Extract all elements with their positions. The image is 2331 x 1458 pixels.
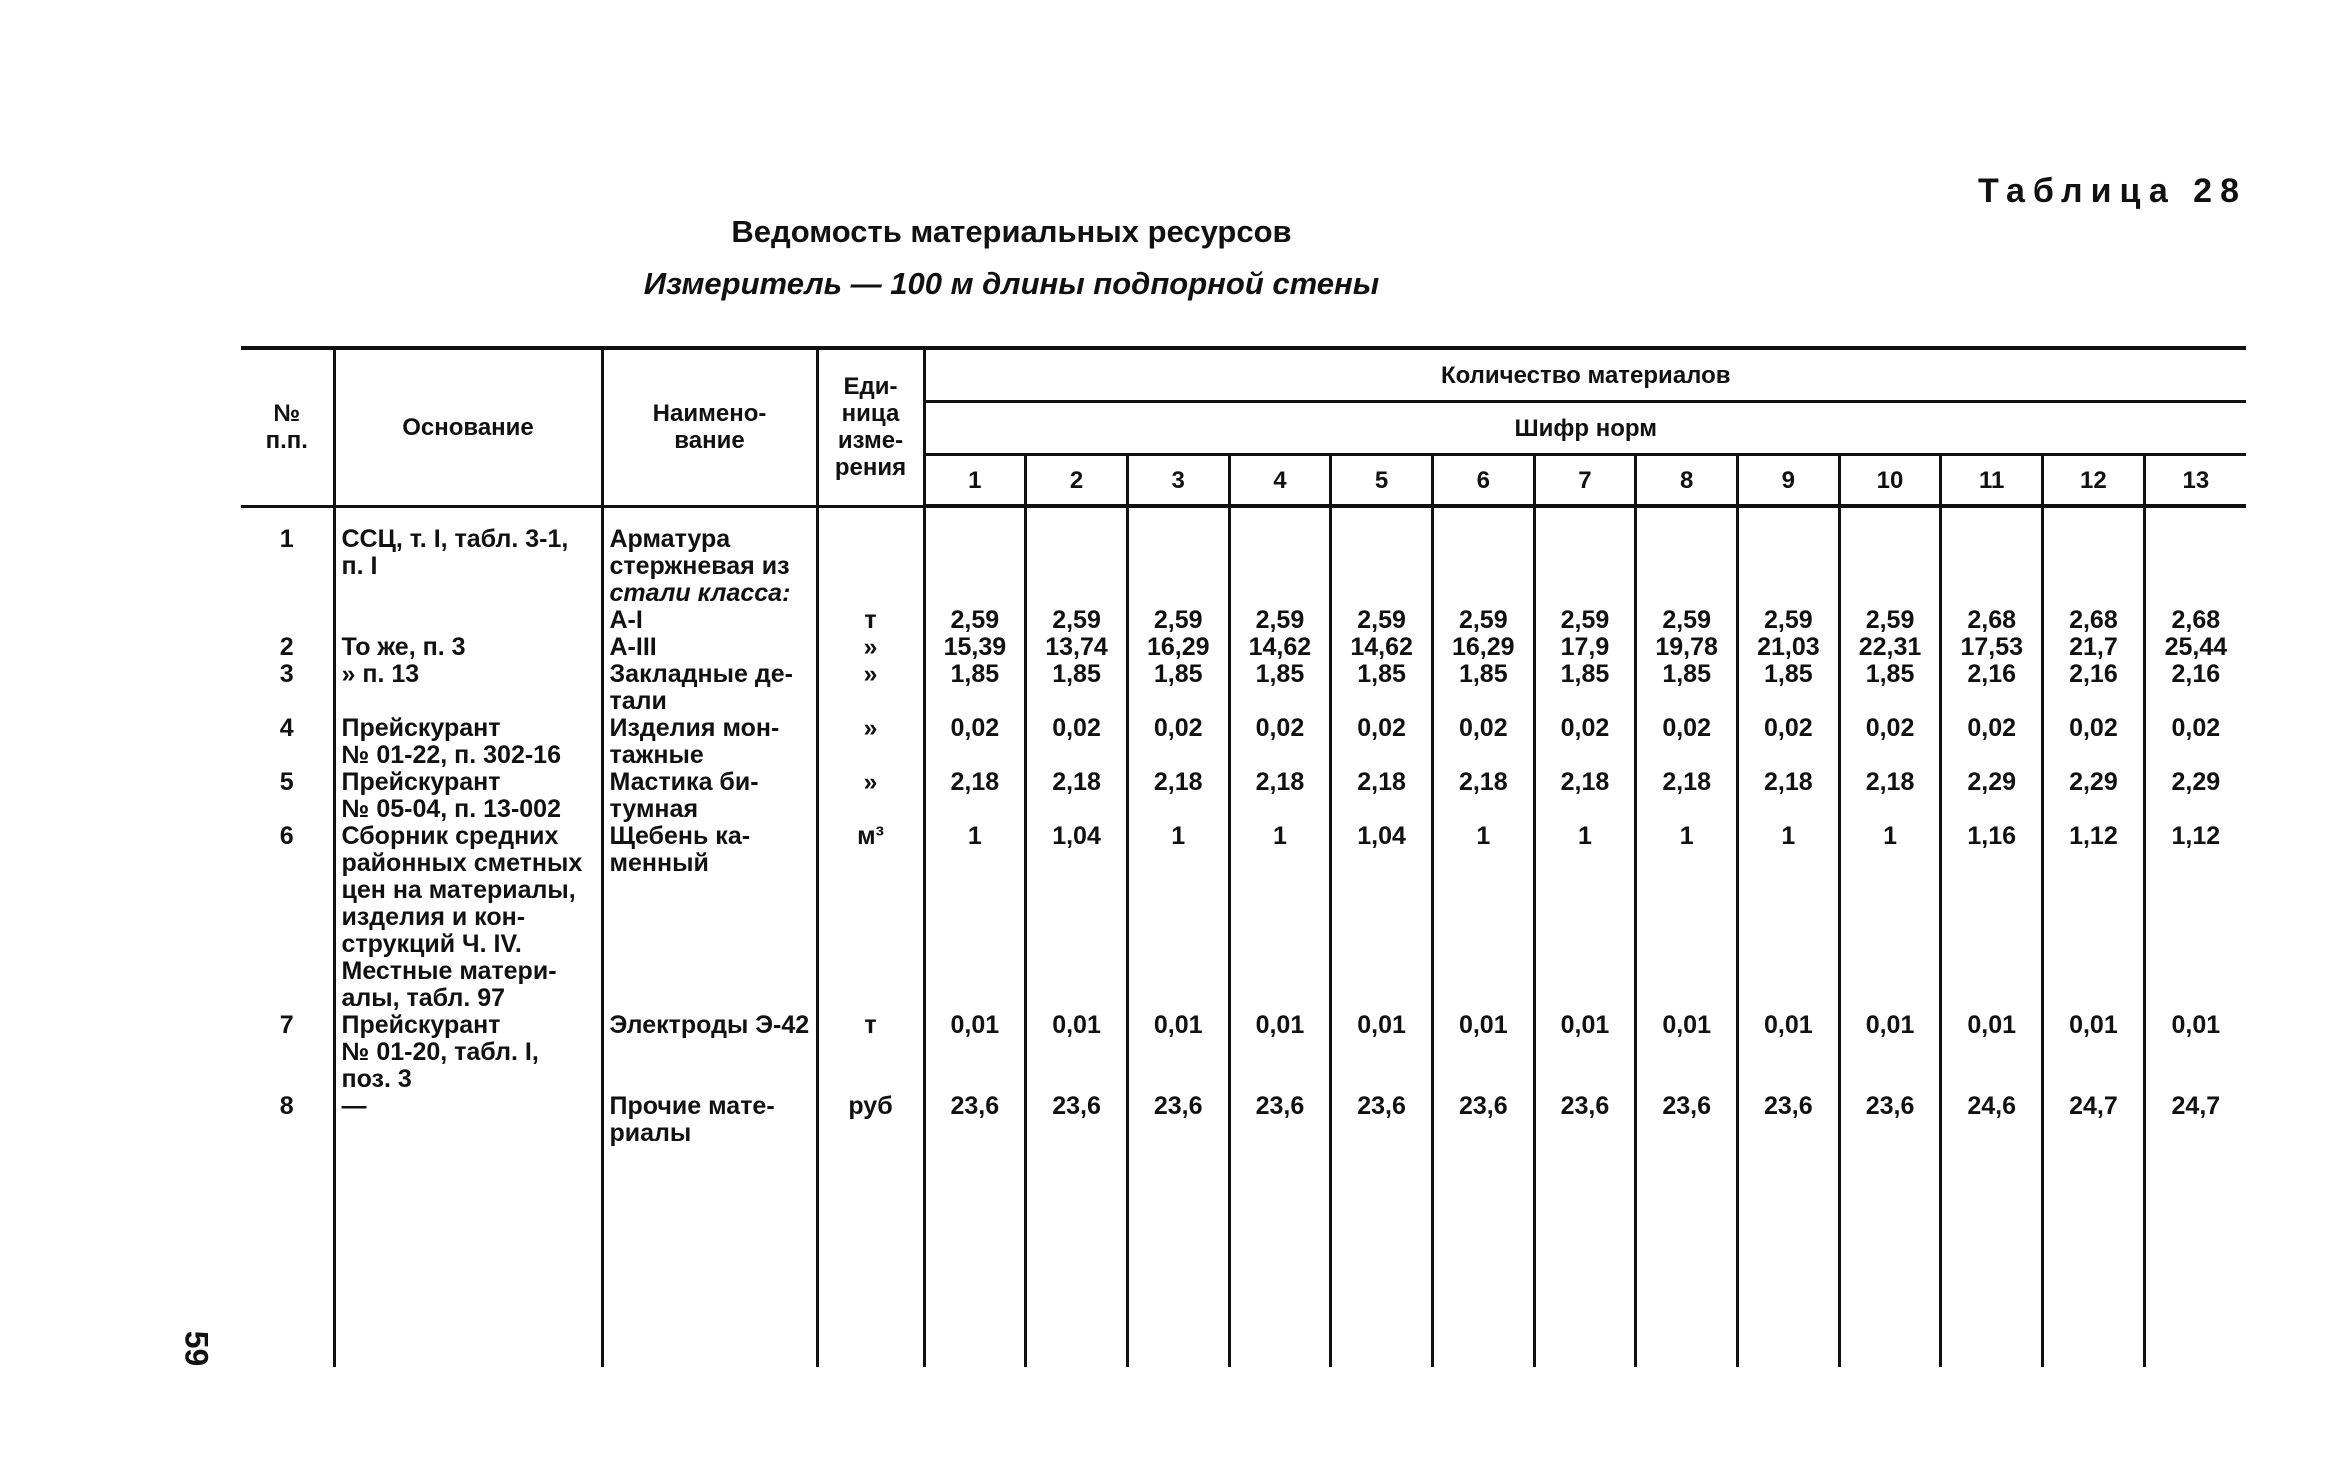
row-name-line: тали xyxy=(609,687,667,715)
row-value: 23,6 xyxy=(1534,1093,1636,1147)
row-unit: » xyxy=(817,769,924,823)
row-value: 1 xyxy=(1229,823,1331,1012)
row-value xyxy=(2043,526,2145,607)
row-number: 6 xyxy=(241,823,334,1012)
row-value xyxy=(1839,526,1941,607)
row-basis-line: » п. 13 xyxy=(341,660,420,688)
row-unit: » xyxy=(817,634,924,661)
table-row xyxy=(241,715,2246,769)
row-value: 2,18 xyxy=(1636,769,1738,823)
header-unit-line: ница xyxy=(841,400,900,428)
row-value: 2,68 xyxy=(2043,607,2145,634)
empty-cell xyxy=(817,506,924,526)
row-name-line: стали класса: xyxy=(609,579,791,607)
row-value: 23,6 xyxy=(1331,1093,1433,1147)
row-value: 2,29 xyxy=(2144,769,2246,823)
row-value: 2,18 xyxy=(1331,769,1433,823)
row-value: 1,85 xyxy=(1331,661,1433,715)
row-name-line: менный xyxy=(609,849,709,877)
row-value: 2,29 xyxy=(2043,769,2145,823)
row-name-line: Мастика би- xyxy=(609,768,759,796)
materials-table xyxy=(241,346,2246,1367)
row-value: 0,01 xyxy=(2144,1012,2246,1093)
row-value: 24,7 xyxy=(2043,1093,2145,1147)
row-value: 0,01 xyxy=(1127,1012,1229,1093)
row-value: 0,01 xyxy=(1839,1012,1941,1093)
row-value: 23,6 xyxy=(1636,1093,1738,1147)
row-value xyxy=(2144,526,2246,607)
row-name xyxy=(602,769,817,823)
row-name xyxy=(602,715,817,769)
table-row xyxy=(241,526,2246,607)
row-value: 24,7 xyxy=(2144,1093,2246,1147)
row-value: 2,59 xyxy=(924,607,1026,634)
row-value: 1,85 xyxy=(1534,661,1636,715)
row-value: 19,78 xyxy=(1636,634,1738,661)
row-value: 0,01 xyxy=(1229,1012,1331,1093)
row-unit: т xyxy=(817,607,924,634)
row-basis-line: Прейскурант xyxy=(341,714,501,742)
row-value xyxy=(1026,526,1128,607)
header-column-number: 3 xyxy=(1127,455,1229,507)
header-num xyxy=(241,348,334,506)
row-name-line: тумная xyxy=(609,795,699,823)
row-value: 2,68 xyxy=(1941,607,2043,634)
row-basis-line: струкций Ч. IV. xyxy=(341,930,522,958)
header-column-number: 1 xyxy=(924,455,1026,507)
row-value: 21,7 xyxy=(2043,634,2145,661)
row-value: 22,31 xyxy=(1839,634,1941,661)
row-value: 0,01 xyxy=(1738,1012,1840,1093)
empty-cell xyxy=(2043,1147,2145,1367)
row-value: 1,85 xyxy=(1432,661,1534,715)
row-value: 0,02 xyxy=(1738,715,1840,769)
empty-cell xyxy=(1534,506,1636,526)
empty-cell xyxy=(1534,1147,1636,1367)
row-name xyxy=(602,661,817,715)
row-value: 2,18 xyxy=(1534,769,1636,823)
row-value: 0,01 xyxy=(1941,1012,2043,1093)
row-name-line: Арматура xyxy=(609,525,731,553)
row-value: 23,6 xyxy=(1026,1093,1128,1147)
row-basis xyxy=(334,769,602,823)
row-value: 2,59 xyxy=(1534,607,1636,634)
row-unit: т xyxy=(817,1012,924,1093)
header-column-number: 12 xyxy=(2043,455,2145,507)
row-number: 5 xyxy=(241,769,334,823)
row-value: 1 xyxy=(1839,823,1941,1012)
row-value: 2,16 xyxy=(2144,661,2246,715)
empty-cell xyxy=(1941,506,2043,526)
empty-cell xyxy=(1432,1147,1534,1367)
row-basis-line: цен на материалы, xyxy=(341,876,576,904)
row-value: 1,16 xyxy=(1941,823,2043,1012)
empty-cell xyxy=(602,506,817,526)
empty-cell xyxy=(1941,1147,2043,1367)
row-value: 23,6 xyxy=(1127,1093,1229,1147)
row-basis xyxy=(334,634,602,661)
header-num-line: № xyxy=(273,400,301,428)
empty-cell xyxy=(1432,506,1534,526)
row-unit: » xyxy=(817,715,924,769)
row-value: 0,02 xyxy=(1839,715,1941,769)
row-value: 2,59 xyxy=(1026,607,1128,634)
row-value: 1 xyxy=(1738,823,1840,1012)
row-value: 2,59 xyxy=(1127,607,1229,634)
row-value: 1 xyxy=(1432,823,1534,1012)
row-value: 13,74 xyxy=(1026,634,1128,661)
row-name-line: тажные xyxy=(609,741,704,769)
row-name xyxy=(602,634,817,661)
header-column-number: 11 xyxy=(1941,455,2043,507)
row-unit: » xyxy=(817,661,924,715)
header-column-number: 5 xyxy=(1331,455,1433,507)
row-value: 1 xyxy=(1636,823,1738,1012)
row-value xyxy=(1127,526,1229,607)
row-value: 2,18 xyxy=(1229,769,1331,823)
row-number xyxy=(241,607,334,634)
empty-cell xyxy=(1738,506,1840,526)
empty-cell xyxy=(1636,506,1738,526)
row-value: 0,02 xyxy=(2043,715,2145,769)
header-unit-line: рения xyxy=(834,454,907,482)
table-row xyxy=(241,769,2246,823)
header-norm-code: Шифр норм xyxy=(924,402,2246,455)
row-value: 23,6 xyxy=(1839,1093,1941,1147)
row-name-line: А-I xyxy=(609,606,643,634)
empty-cell xyxy=(1839,506,1941,526)
header-quantity: Количество материалов xyxy=(924,348,2246,402)
row-basis-line: № 01-20, табл. I, xyxy=(341,1038,539,1066)
row-value: 1,04 xyxy=(1026,823,1128,1012)
empty-cell xyxy=(334,506,602,526)
row-basis-line: алы, табл. 97 xyxy=(341,984,506,1012)
row-basis-line: То же, п. 3 xyxy=(341,633,466,661)
empty-cell xyxy=(1331,506,1433,526)
row-name-line: Электроды Э-42 xyxy=(609,1011,810,1039)
row-value: 16,29 xyxy=(1432,634,1534,661)
row-value: 2,18 xyxy=(1127,769,1229,823)
empty-cell xyxy=(1636,1147,1738,1367)
row-basis-line: — xyxy=(341,1092,367,1120)
row-name-line: Закладные де- xyxy=(609,660,793,688)
row-value: 0,01 xyxy=(924,1012,1026,1093)
row-value: 1,85 xyxy=(1229,661,1331,715)
row-value: 0,02 xyxy=(1534,715,1636,769)
row-name xyxy=(602,607,817,634)
row-basis xyxy=(334,1093,602,1147)
row-basis-line: районных сметных xyxy=(341,849,583,877)
empty-cell xyxy=(924,506,1026,526)
row-value: 23,6 xyxy=(1229,1093,1331,1147)
row-basis-line: Прейскурант xyxy=(341,768,501,796)
row-value: 1,85 xyxy=(1636,661,1738,715)
row-basis xyxy=(334,526,602,607)
empty-cell xyxy=(334,1147,602,1367)
row-value: 1,12 xyxy=(2144,823,2246,1012)
row-unit: руб xyxy=(817,1093,924,1147)
row-value: 1,04 xyxy=(1331,823,1433,1012)
row-name xyxy=(602,526,817,607)
row-value: 2,18 xyxy=(924,769,1026,823)
row-value: 14,62 xyxy=(1229,634,1331,661)
empty-cell xyxy=(602,1147,817,1367)
empty-cell xyxy=(817,1147,924,1367)
header-unit xyxy=(817,348,924,506)
row-value: 23,6 xyxy=(1432,1093,1534,1147)
row-value: 0,02 xyxy=(1127,715,1229,769)
empty-cell xyxy=(1026,1147,1128,1367)
header-column-number: 7 xyxy=(1534,455,1636,507)
header-column-number: 13 xyxy=(2144,455,2246,507)
row-value: 17,9 xyxy=(1534,634,1636,661)
table-row xyxy=(241,607,2246,634)
row-value: 1 xyxy=(1127,823,1229,1012)
row-basis xyxy=(334,1012,602,1093)
row-value: 0,02 xyxy=(1331,715,1433,769)
row-unit xyxy=(817,526,924,607)
row-value: 2,16 xyxy=(2043,661,2145,715)
row-value: 2,59 xyxy=(1432,607,1534,634)
header-column-number: 8 xyxy=(1636,455,1738,507)
row-value: 0,02 xyxy=(1026,715,1128,769)
table-row xyxy=(241,1093,2246,1147)
empty-cell xyxy=(924,1147,1026,1367)
row-value: 2,18 xyxy=(1432,769,1534,823)
row-value: 0,01 xyxy=(1026,1012,1128,1093)
row-basis-line: изделия и кон- xyxy=(341,903,526,931)
row-value: 0,02 xyxy=(1229,715,1331,769)
row-value: 2,18 xyxy=(1026,769,1128,823)
row-value: 0,02 xyxy=(1941,715,2043,769)
row-value: 23,6 xyxy=(1738,1093,1840,1147)
row-value xyxy=(1738,526,1840,607)
row-value: 2,59 xyxy=(1229,607,1331,634)
empty-cell xyxy=(1738,1147,1840,1367)
row-value: 0,01 xyxy=(2043,1012,2145,1093)
row-number: 4 xyxy=(241,715,334,769)
row-value xyxy=(1941,526,2043,607)
row-value xyxy=(1432,526,1534,607)
row-number: 1 xyxy=(241,526,334,607)
row-basis-line: Прейскурант xyxy=(341,1011,501,1039)
row-value: 0,02 xyxy=(924,715,1026,769)
row-value xyxy=(1229,526,1331,607)
header-column-number: 6 xyxy=(1432,455,1534,507)
row-name xyxy=(602,1012,817,1093)
table-spacer-row xyxy=(241,1147,2246,1367)
header-column-number: 2 xyxy=(1026,455,1128,507)
row-value: 2,16 xyxy=(1941,661,2043,715)
row-basis-line: ССЦ, т. I, табл. 3-1, xyxy=(341,525,569,553)
row-value: 1,85 xyxy=(924,661,1026,715)
table-caption: Таблица 28 xyxy=(1978,172,2247,210)
row-name-line: стержневая из xyxy=(609,552,790,580)
row-value: 21,03 xyxy=(1738,634,1840,661)
table-spacer-row xyxy=(241,506,2246,526)
empty-cell xyxy=(1331,1147,1433,1367)
empty-cell xyxy=(1026,506,1128,526)
empty-cell xyxy=(1229,506,1331,526)
row-value: 16,29 xyxy=(1127,634,1229,661)
row-value: 2,68 xyxy=(2144,607,2246,634)
empty-cell xyxy=(2043,506,2145,526)
row-value: 2,29 xyxy=(1941,769,2043,823)
page-number: 59 xyxy=(178,1330,215,1367)
header-column-number: 9 xyxy=(1738,455,1840,507)
row-value: 2,59 xyxy=(1738,607,1840,634)
row-basis xyxy=(334,715,602,769)
row-basis-line: поз. 3 xyxy=(341,1065,412,1093)
table-row xyxy=(241,661,2246,715)
row-value: 25,44 xyxy=(2144,634,2246,661)
page-title: Ведомость материальных ресурсов xyxy=(731,214,1292,249)
row-value: 2,59 xyxy=(1331,607,1433,634)
header-num-line: п.п. xyxy=(265,427,308,455)
row-value xyxy=(1534,526,1636,607)
row-name xyxy=(602,823,817,1012)
header-basis: Основание xyxy=(334,348,602,506)
row-value: 0,01 xyxy=(1432,1012,1534,1093)
row-value: 2,18 xyxy=(1738,769,1840,823)
empty-cell xyxy=(1229,1147,1331,1367)
empty-cell xyxy=(2144,1147,2246,1367)
row-value: 17,53 xyxy=(1941,634,2043,661)
row-value: 15,39 xyxy=(924,634,1026,661)
table-row xyxy=(241,634,2246,661)
row-value: 0,02 xyxy=(1432,715,1534,769)
row-basis-line: Сборник средних xyxy=(341,822,559,850)
row-name-line: Изделия мон- xyxy=(609,714,780,742)
row-basis-line: № 05-04, п. 13-002 xyxy=(341,795,561,823)
empty-cell xyxy=(241,506,334,526)
row-basis xyxy=(334,823,602,1012)
table-row xyxy=(241,823,2246,1012)
empty-cell xyxy=(2144,506,2246,526)
row-value: 1 xyxy=(1534,823,1636,1012)
row-basis-line: Местные матери- xyxy=(341,957,557,985)
row-value xyxy=(1636,526,1738,607)
empty-cell xyxy=(241,1147,334,1367)
header-name xyxy=(602,348,817,506)
header-column-number: 4 xyxy=(1229,455,1331,507)
header-name-line: вание xyxy=(674,427,745,455)
row-name-line: А-III xyxy=(609,633,657,661)
row-value: 1,85 xyxy=(1026,661,1128,715)
row-name-line: Прочие мате- xyxy=(609,1092,775,1120)
row-number: 3 xyxy=(241,661,334,715)
row-value: 1,85 xyxy=(1738,661,1840,715)
row-value: 1,12 xyxy=(2043,823,2145,1012)
header-name-line: Наимено- xyxy=(652,400,767,428)
row-value: 0,01 xyxy=(1636,1012,1738,1093)
row-value: 2,18 xyxy=(1839,769,1941,823)
row-name xyxy=(602,1093,817,1147)
row-unit: м³ xyxy=(817,823,924,1012)
row-value: 2,59 xyxy=(1839,607,1941,634)
row-value xyxy=(1331,526,1433,607)
row-number: 2 xyxy=(241,634,334,661)
row-value: 1 xyxy=(924,823,1026,1012)
row-number: 8 xyxy=(241,1093,334,1147)
row-value: 24,6 xyxy=(1941,1093,2043,1147)
row-value: 0,01 xyxy=(1534,1012,1636,1093)
row-value: 1,85 xyxy=(1127,661,1229,715)
empty-cell xyxy=(1839,1147,1941,1367)
row-value: 0,01 xyxy=(1331,1012,1433,1093)
row-basis-line: № 01-22, п. 302-16 xyxy=(341,741,561,769)
row-value: 14,62 xyxy=(1331,634,1433,661)
row-value: 2,59 xyxy=(1636,607,1738,634)
empty-cell xyxy=(1127,1147,1229,1367)
empty-cell xyxy=(1127,506,1229,526)
header-unit-line: изме- xyxy=(837,427,904,455)
row-value: 0,02 xyxy=(1636,715,1738,769)
row-basis xyxy=(334,661,602,715)
row-basis-line: п. I xyxy=(341,552,378,580)
row-value: 1,85 xyxy=(1839,661,1941,715)
row-value: 0,02 xyxy=(2144,715,2246,769)
row-value: 23,6 xyxy=(924,1093,1026,1147)
row-name-line: риалы xyxy=(609,1119,692,1147)
table-row xyxy=(241,1012,2246,1093)
row-number: 7 xyxy=(241,1012,334,1093)
row-basis xyxy=(334,607,602,634)
header-column-number: 10 xyxy=(1839,455,1941,507)
row-value xyxy=(924,526,1026,607)
page-subtitle: Измеритель — 100 м длины подпорной стены xyxy=(643,266,1380,301)
header-unit-line: Еди- xyxy=(843,373,898,401)
row-name-line: Щебень ка- xyxy=(609,822,751,850)
